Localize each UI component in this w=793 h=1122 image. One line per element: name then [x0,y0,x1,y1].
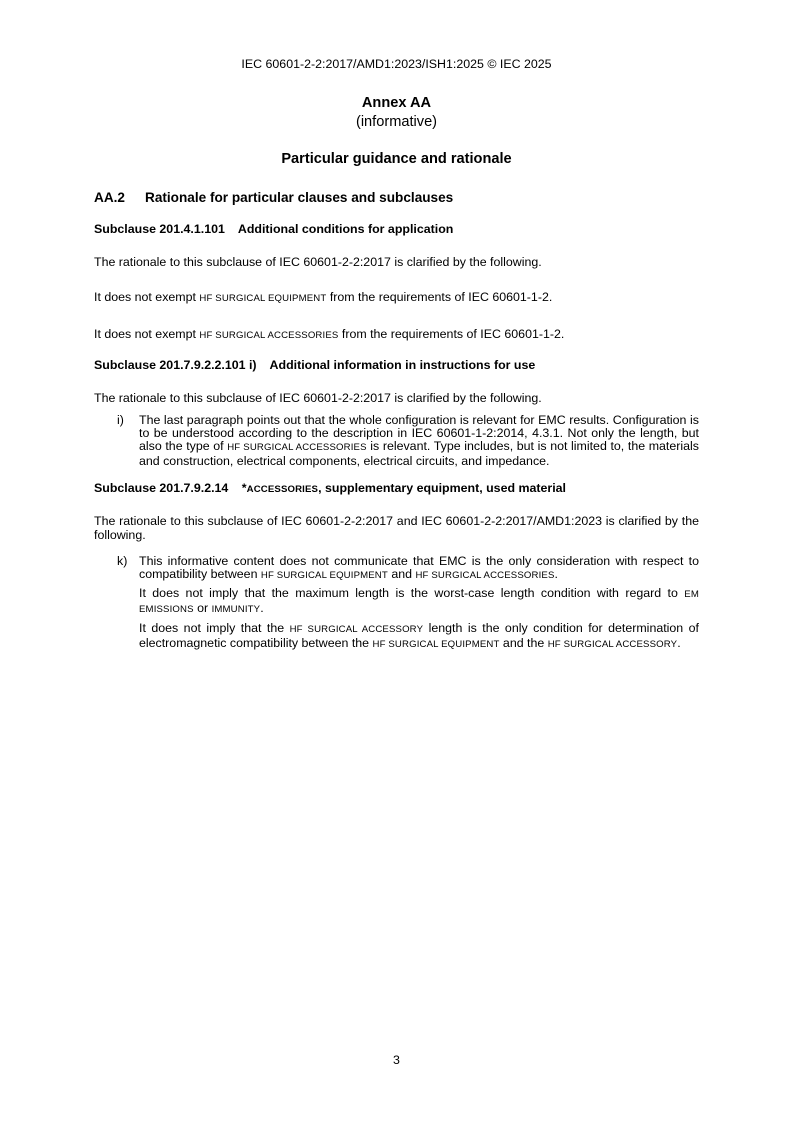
annex-subtitle: (informative) [355,114,438,130]
paragraph-text: from the requirements of IEC 60601-1-2. [338,327,565,341]
item-text: . [260,601,264,616]
list [94,555,699,652]
paragraph-text: It does not exempt [94,327,200,341]
list [94,414,699,468]
list-marker: k) [117,553,128,568]
list-item-paragraph [139,622,699,652]
subclause-number: Subclause 201.4.1.101 [94,222,225,236]
subclause-heading [94,481,699,495]
paragraph [94,290,699,306]
title-text: , supplementary equipment, used material [318,480,566,495]
paragraph [94,255,699,269]
defined-term: HF SURGICAL EQUIPMENT [372,639,500,651]
defined-term: HF SURGICAL ACCESSORY [289,624,424,636]
item-text: It does not imply that the [139,621,290,636]
item-text: The last paragraph points out that the whole configuration is relevant for EMC results. Configuration is to be understood according to the description in IEC 60601-1-2:2014, 4.3.1. Not only the length, but also the type of [139,413,699,453]
document-body [94,190,699,652]
annex-heading: Particular guidance and rationale [281,151,512,167]
section-heading [94,190,699,205]
subclause-title: Additional conditions for application [237,222,454,236]
item-text: It does not imply that the maximum length is the worst-case length condition with regard to [139,586,685,601]
defined-term: HF SURGICAL ACCESSORY [547,639,678,651]
paragraph [94,391,699,405]
paragraph-text: The rationale to this subclause of IEC 60601-2-2:2017 and IEC 60601-2-2:2017/AMD1:2023 is clarified by the following. [94,513,699,542]
item-text: and [387,566,416,581]
item-text: and the [499,636,548,651]
defined-term: ACCESSORIES [246,483,319,495]
list-item [117,413,699,468]
defined-term: HF SURGICAL ACCESSORIES [199,330,339,341]
page-number: 3 [393,1053,400,1067]
item-text: . [554,566,558,581]
title-star: * [241,480,247,495]
item-text: This informative content does not communicate that EMC is the only consideration with respect to compatibility between [139,553,699,581]
defined-term: IMMUNITY [211,604,261,616]
subclause-heading [94,358,699,372]
item-text: or [193,601,212,616]
defined-term: HF SURGICAL EQUIPMENT [260,569,388,581]
annex-title: Annex AA [361,95,432,111]
subclause-number: Subclause 201.7.9.2.14 [94,480,229,495]
item-text: length is the only condition for determination of electromagnetic compatibility between the [139,621,699,651]
item-text: is relevant. Type includes, but is not limited to, the materials and construction, electrical components, electrical circuits, and impedance. [139,438,699,468]
subclause-title [242,481,566,495]
list-item-paragraph [139,587,699,617]
defined-term: HF SURGICAL ACCESSORIES [227,441,367,453]
list-marker: i) [117,413,124,427]
paragraph [94,514,699,542]
paragraph-text: from the requirements of IEC 60601-1-2. [326,290,553,304]
subclause-title: Additional information in instructions for use [269,358,536,372]
list-item [117,553,699,583]
paragraph-text: The rationale to this subclause of IEC 60601-2-2:2017 is clarified by the following. [94,255,542,269]
running-header: IEC 60601-2-2:2017/AMD1:2023/ISH1:2025 © IEC 2025 [241,57,552,71]
section-title: Rationale for particular clauses and subclauses [145,190,454,205]
paragraph [94,327,699,343]
paragraph-text: It does not exempt [94,290,200,304]
item-text: . [677,636,681,651]
subclause-number: Subclause 201.7.9.2.2.101 i) [94,358,257,372]
subclause-heading [94,222,699,236]
defined-term: HF SURGICAL EQUIPMENT [199,293,327,304]
section-number: AA.2 [94,190,125,205]
defined-term: EM EMISSIONS [139,589,699,616]
defined-term: HF SURGICAL ACCESSORIES [415,569,555,581]
paragraph-text: The rationale to this subclause of IEC 60601-2-2:2017 is clarified by the following. [94,391,542,405]
